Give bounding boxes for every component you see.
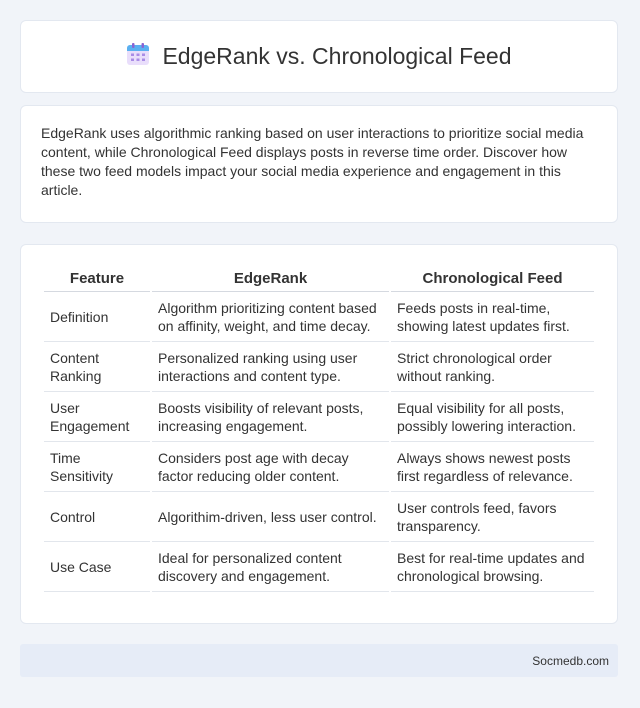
row-edgerank: Algorithm prioritizing content based on affinity, weight, and time decay. <box>152 292 389 342</box>
header-edgerank: EdgeRank <box>152 265 389 292</box>
footer <box>20 644 618 677</box>
table-row <box>44 392 594 442</box>
table-row <box>44 342 594 392</box>
intro-card <box>20 105 618 223</box>
row-chronological: User controls feed, favors transparency. <box>391 492 594 542</box>
row-edgerank: Algorithim-driven, less user control. <box>152 492 389 542</box>
row-edgerank: Personalized ranking using user interactions and content type. <box>152 342 389 392</box>
row-feature: Definition <box>44 292 150 342</box>
table-row <box>44 442 594 492</box>
title-wrap <box>126 42 511 71</box>
title-card <box>20 20 618 93</box>
table-row <box>44 542 594 592</box>
table-row <box>44 492 594 542</box>
row-feature: Control <box>44 492 150 542</box>
row-feature: User Engagement <box>44 392 150 442</box>
intro-text: EdgeRank uses algorithmic ranking based on user interactions to prioritize social media content, while Chronological Feed displays posts in reverse time order. Discover how these two feed models impact your social media experience and engagement in this article. <box>41 125 584 198</box>
footer-brand[interactable]: Socmedb.com <box>532 653 609 668</box>
row-edgerank: Considers post age with decay factor reducing older content. <box>152 442 389 492</box>
row-chronological: Equal visibility for all posts, possibly lowering interaction. <box>391 392 594 442</box>
row-chronological: Feeds posts in real-time, showing latest updates first. <box>391 292 594 342</box>
row-chronological: Strict chronological order without ranking. <box>391 342 594 392</box>
calendar-icon <box>126 42 150 71</box>
row-chronological: Best for real-time updates and chronological browsing. <box>391 542 594 592</box>
table-row <box>44 292 594 342</box>
header-feature: Feature <box>44 265 150 292</box>
page-title: EdgeRank vs. Chronological Feed <box>162 43 512 69</box>
row-edgerank: Boosts visibility of relevant posts, increasing engagement. <box>152 392 389 442</box>
row-feature: Content Ranking <box>44 342 150 392</box>
comparison-table <box>42 265 596 592</box>
table-card <box>20 244 618 624</box>
row-feature: Use Case <box>44 542 150 592</box>
row-chronological: Always shows newest posts first regardless of relevance. <box>391 442 594 492</box>
row-edgerank: Ideal for personalized content discovery and engagement. <box>152 542 389 592</box>
table-header-row <box>44 265 594 292</box>
row-feature: Time Sensitivity <box>44 442 150 492</box>
header-chronological: Chronological Feed <box>391 265 594 292</box>
